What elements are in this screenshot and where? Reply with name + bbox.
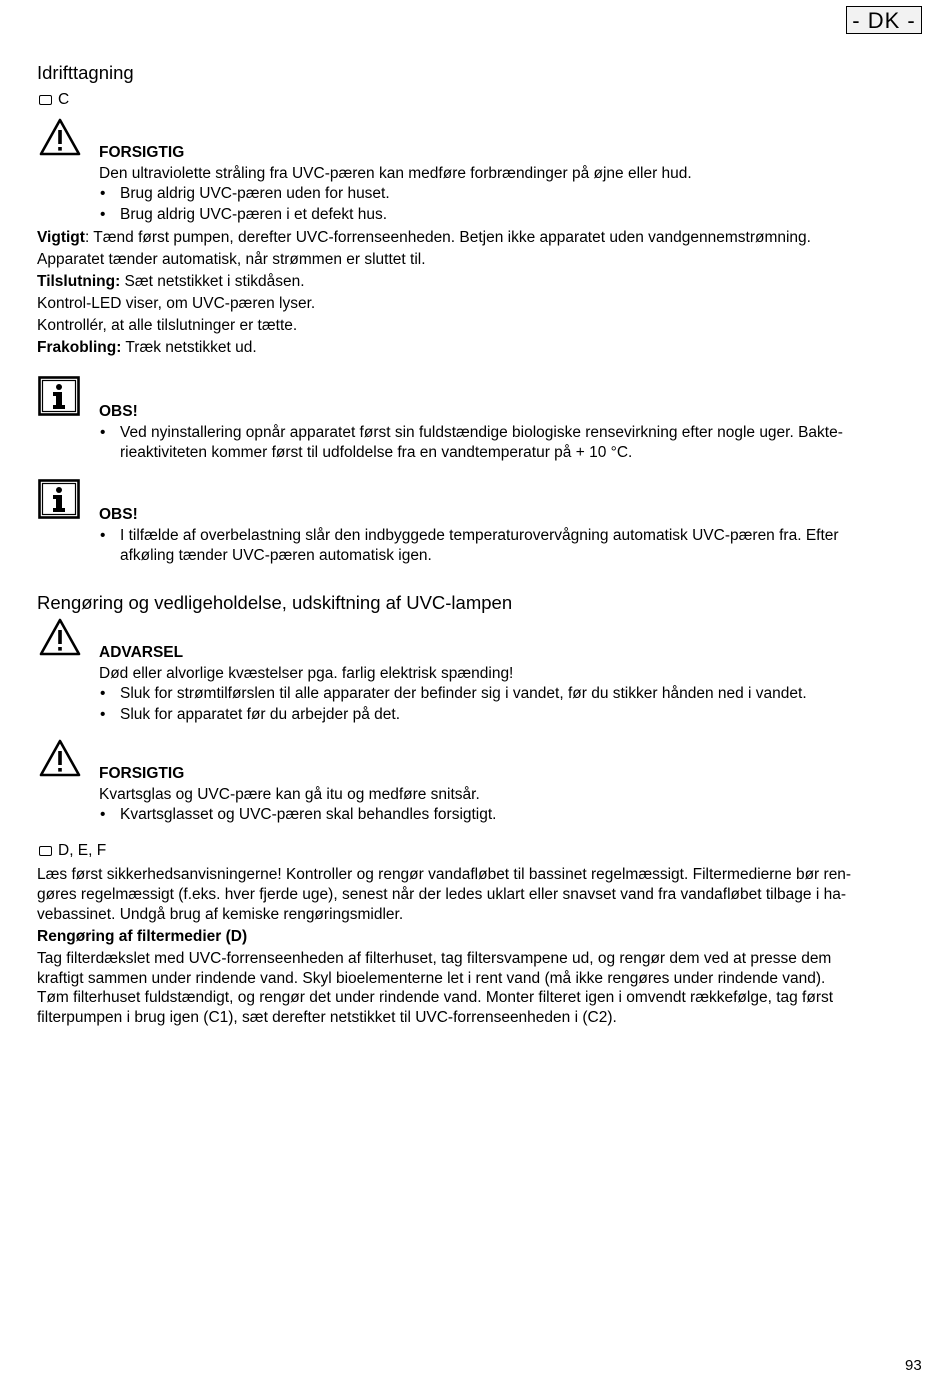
note-line: • Ved nyinstallering opnår apparatet først sin fuldstændige biologiske rensevirkning efter nogle uger. Bakte- (120, 424, 843, 441)
caution-title: FORSIGTIG (99, 144, 185, 161)
note-title: OBS! (99, 506, 138, 523)
warning-triangle-icon (38, 738, 82, 778)
figure-box-icon (39, 846, 52, 856)
note-line: • I tilfælde af overbelastning slår den indbyggede temperaturovervågning automatisk UVC-pæren fra. Efter (120, 527, 839, 544)
paragraph-line: filterpumpen i brug igen (C1), sæt derefter netstikket til UVC-forrenseenheden i (C2). (37, 1009, 617, 1026)
warning-triangle-icon (38, 617, 82, 657)
paragraph-line: kraftigt sammen under rindende vand. Skyl bioelementerne let i rent vand (må ikke rengøres under rindende vand). (37, 970, 826, 987)
figure-label: D, E, F (58, 842, 107, 859)
operation-text (37, 228, 927, 360)
cleaning-paragraph-2 (37, 949, 927, 1028)
paragraph-line: Læs først sikkerhedsanvisningerne! Kontroller og rengør vandafløbet til bassinet regelmæssigt. Filtermedierne bør ren- (37, 866, 852, 883)
caution-text: Den ultraviolette stråling fra UVC-pæren kan medføre forbrændinger på øjne eller hud. (99, 165, 692, 182)
warning-triangle-icon (38, 117, 82, 157)
list-item: • Sluk for strømtilførslen til alle apparater der befinder sig i vandet, før du stikker hånden ned i vandet. (99, 684, 919, 704)
section-heading-idrifttagning: Idrifttagning (37, 62, 134, 83)
frakobling-label: Frakobling: (37, 339, 122, 356)
list-item: • Brug aldrig UVC-pæren i et defekt hus. (99, 205, 919, 225)
check-connections-text: Kontrollér, at alle tilslutninger er tætte. (37, 317, 298, 334)
language-badge: - DK - (846, 6, 922, 34)
caution-bullets (99, 805, 919, 825)
note-line: rieaktiviteten kommer først til udfoldelse fra en vandtemperatur på + 10 °C. (120, 444, 633, 461)
vigtigt-label: Vigtigt (37, 229, 85, 246)
vigtigt-text: : Tænd først pumpen, derefter UVC-forrenseenheden. Betjen ikke apparatet uden vandgennemstrømning. (84, 229, 811, 246)
frakobling-text: Træk netstikket ud. (121, 339, 257, 356)
figure-reference-c (39, 90, 69, 110)
note-bullets (99, 526, 919, 566)
page-number: 93 (905, 1357, 922, 1374)
list-item (99, 526, 919, 566)
subheading-filter-media: Rengøring af filtermedier (D) (37, 928, 248, 945)
cleaning-paragraph-1 (37, 865, 927, 925)
caution-bullets (99, 184, 919, 225)
paragraph-line: vebassinet. Undgå brug af kemiske rengøringsmidler. (37, 906, 404, 923)
list-item: • Brug aldrig UVC-pæren uden for huset. (99, 184, 919, 204)
list-item: • Kvartsglasset og UVC-pæren skal behandles forsigtigt. (99, 805, 919, 825)
info-icon (38, 376, 80, 416)
caution-block-1 (99, 143, 919, 225)
tilslutning-label: Tilslutning: (37, 273, 121, 290)
note-bullets (99, 423, 919, 463)
note-title: OBS! (99, 403, 138, 420)
figure-box-icon (39, 95, 52, 105)
caution-block-2 (99, 764, 919, 825)
info-icon (38, 479, 80, 519)
warning-title: ADVARSEL (99, 644, 184, 661)
figure-reference-def (39, 841, 106, 861)
figure-label: C (58, 91, 70, 108)
auto-start-text: Apparatet tænder automatisk, når strømmen er sluttet til. (37, 251, 426, 268)
warning-text: Død eller alvorlige kvæstelser pga. farlig elektrisk spænding! (99, 665, 514, 682)
list-item (99, 423, 919, 463)
control-led-text: Kontrol-LED viser, om UVC-pæren lyser. (37, 295, 316, 312)
note-block-1 (99, 402, 919, 463)
paragraph-line: Tøm filterhuset fuldstændigt, og rengør det under rindende vand. Monter filteret igen i omvendt rækkefølge, tag først (37, 989, 834, 1006)
list-item: • Sluk for apparatet før du arbejder på det. (99, 705, 919, 725)
paragraph-line: gøres regelmæssigt (f.eks. hver fjerde uge), senest når der ledes uklart eller snavset vand fra vandafløbet tilbage i ha- (37, 886, 846, 903)
caution-text: Kvartsglas og UVC-pære kan gå itu og medføre snitsår. (99, 786, 480, 803)
warning-bullets (99, 684, 919, 725)
paragraph-line: Tag filterdækslet med UVC-forrenseenheden af filterhuset, tag filtersvampene ud, og rengør dem ved at presse dem (37, 950, 832, 967)
section-heading-cleaning: Rengøring og vedligeholdelse, udskiftning af UVC-lampen (37, 592, 513, 613)
note-line: afkøling tænder UVC-pæren automatisk igen. (120, 547, 432, 564)
tilslutning-text: Sæt netstikket i stikdåsen. (120, 273, 305, 290)
note-block-2 (99, 505, 919, 566)
warning-block (99, 643, 919, 725)
caution-title: FORSIGTIG (99, 765, 185, 782)
